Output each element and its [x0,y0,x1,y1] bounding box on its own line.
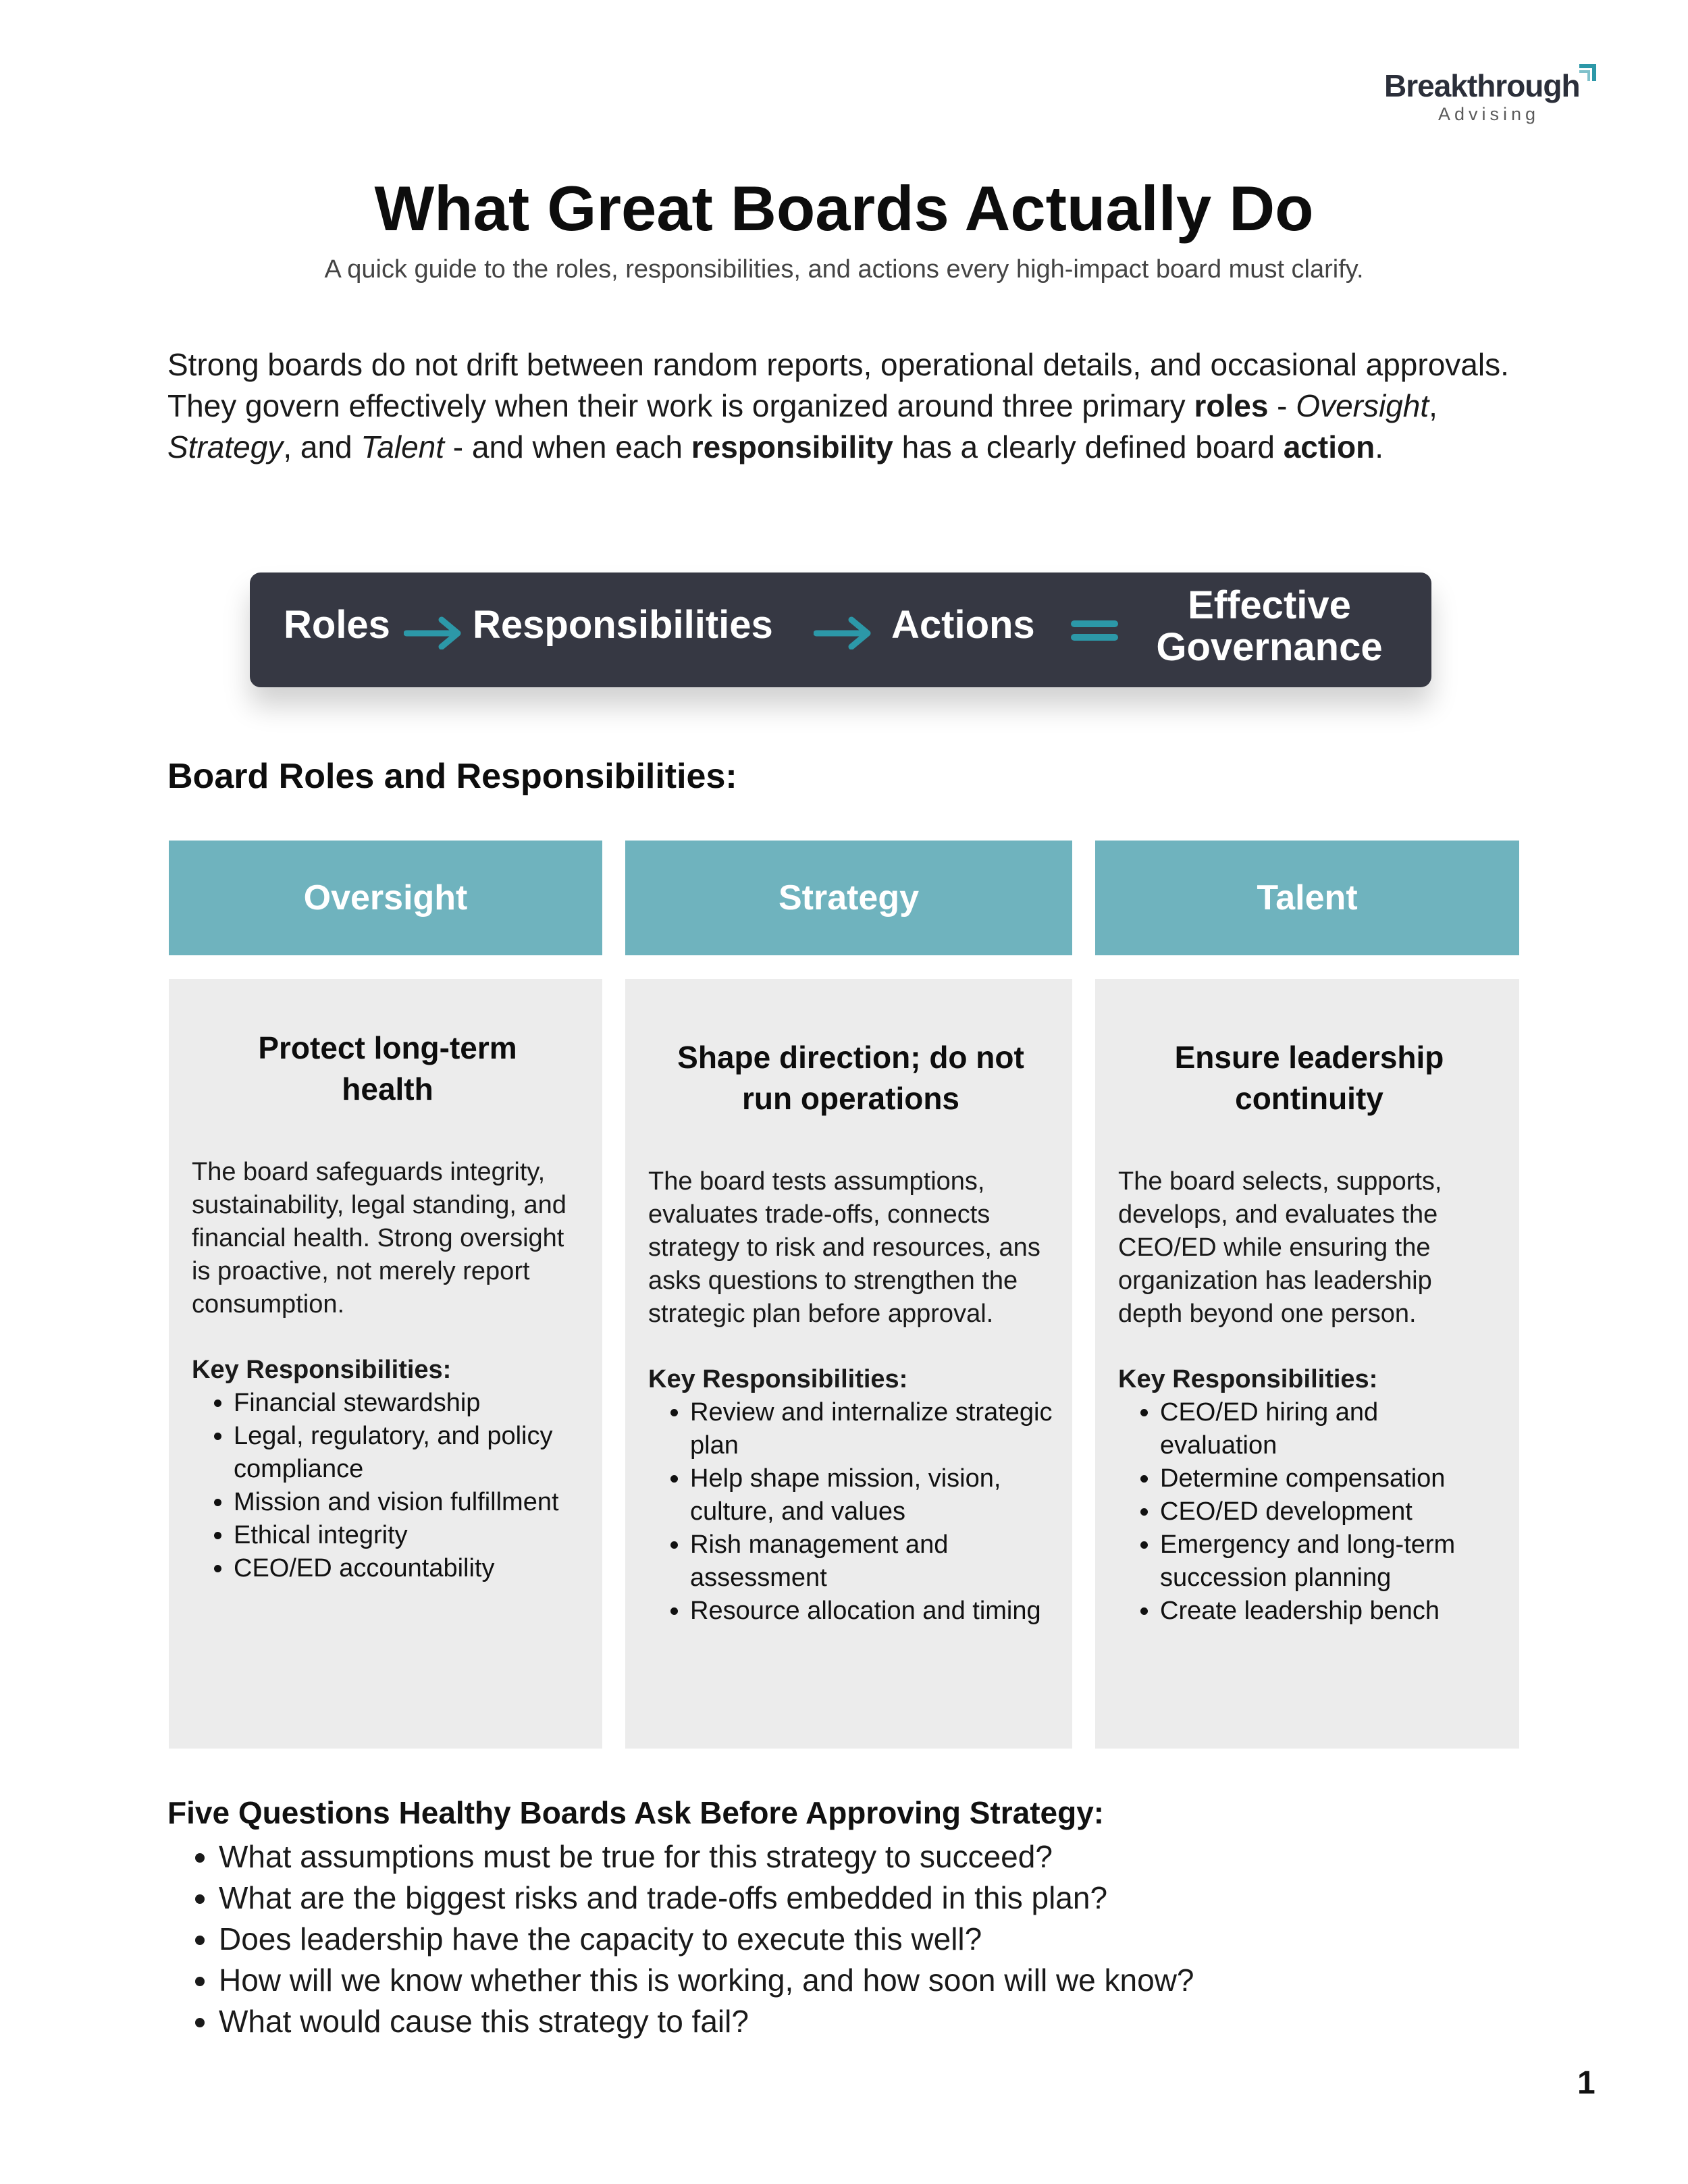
list-item: • Resource allocation and timing [690,1595,1053,1628]
questions-list [167,1836,1194,2042]
list-item: • Financial stewardship [234,1387,583,1420]
list-item: • CEO/ED hiring and evaluation [1160,1396,1500,1462]
responsibilities-list [648,1396,1053,1628]
key-responsibilities-label: Key Responsibilities: [192,1356,452,1384]
column-heading: Ensure leadership continuity [1174,1040,1444,1116]
list-item: • CEO/ED accountability [234,1552,583,1585]
page-title: What Great Boards Actually Do [374,173,1314,244]
column-description: The board tests assumptions, evaluates trade-offs, connects strategy to risk and resources, ans asks questions to strengthen the strategic plan before approval. [648,1167,1040,1328]
list-item: • Legal, regulatory, and policy compliance [234,1420,583,1486]
key-responsibilities-label: Key Responsibilities: [1118,1365,1378,1393]
flow-governance: Governance [1156,625,1383,669]
list-item: • Determine compensation [1160,1462,1500,1495]
responsibilities-list [1118,1396,1500,1628]
flow-responsibilities: Responsibilities [473,603,773,647]
logo-arrow-icon [1577,61,1600,88]
flow-effective: Effective [1188,583,1351,627]
logo-subtitle: Advising [1438,104,1540,124]
questions-heading: Five Questions Healthy Boards Ask Before Approving Strategy: [167,1795,1105,1830]
flow-effective-governance [1128,585,1411,668]
intro-bold-action: action [1283,429,1375,464]
page-subtitle: A quick guide to the roles, responsibilities, and actions every high-impact board must clarify. [324,255,1364,284]
column-body-oversight [169,979,602,1749]
list-item: • CEO/ED development [1160,1495,1500,1528]
intro-italic-strategy: Strategy [167,429,284,464]
key-responsibilities-label: Key Responsibilities: [648,1365,908,1393]
governance-flow-banner [250,572,1431,687]
column-description: The board safeguards integrity, sustainability, legal standing, and financial health. Strong oversight is proactive, not merely report consumption. [192,1158,566,1319]
brand-logo [1384,61,1614,135]
list-item: • Create leadership bench [1160,1595,1500,1628]
column-heading: Protect long-term health [258,1030,517,1107]
list-item: • Help shape mission, vision, culture, and values [690,1462,1053,1528]
flow-actions: Actions [891,603,1035,647]
arrow-right-icon [814,614,874,649]
column-header-talent: Talent [1095,841,1519,955]
list-item: • Review and internalize strategic plan [690,1396,1053,1462]
column-header-strategy: Strategy [625,841,1072,955]
question-item: • Does leadership have the capacity to execute this well? [219,1919,1194,1960]
list-item: • Ethical integrity [234,1519,583,1552]
page-number: 1 [1577,2065,1595,2101]
column-header-oversight: Oversight [169,841,602,955]
column-body-strategy [625,979,1072,1749]
logo-wordmark: Breakthrough [1384,68,1580,103]
flow-roles: Roles [284,603,390,647]
equals-icon [1070,614,1119,647]
intro-italic-talent: Talent [361,429,445,464]
column-heading: Shape direction; do not run operations [677,1040,1024,1116]
question-item: • What assumptions must be true for this strategy to succeed? [219,1836,1194,1877]
question-item: • How will we know whether this is working, and how soon will we know? [219,1960,1194,2001]
responsibilities-list [192,1387,583,1585]
list-item: • Mission and vision fulfillment [234,1486,583,1519]
intro-italic-oversight: Oversight [1296,388,1429,423]
intro-bold-responsibility: responsibility [691,429,893,464]
intro-paragraph [167,344,1531,468]
intro-text: has a clearly defined board [893,429,1284,464]
column-body-talent [1095,979,1519,1749]
column-description: The board selects, supports, develops, and evaluates the CEO/ED while ensuring the organization has leadership depth beyond one person. [1118,1167,1442,1328]
list-item: • Rish management and assessment [690,1528,1053,1595]
intro-text: . [1375,429,1383,464]
arrow-right-icon [404,614,465,649]
question-item: • What are the biggest risks and trade-offs embedded in this plan? [219,1877,1194,1919]
intro-text: , [1429,388,1438,423]
section-heading: Board Roles and Responsibilities: [167,757,737,796]
intro-text: - and when each [444,429,691,464]
intro-text: Strong boards do not drift between random reports, operational details, and occasional approvals. They govern effectively when their work is organized around three primary [167,347,1509,423]
intro-text: , and [283,429,361,464]
question-item: • What would cause this strategy to fail? [219,2001,1194,2042]
intro-bold-roles: roles [1194,388,1269,423]
list-item: • Emergency and long-term succession planning [1160,1528,1500,1595]
intro-text: - [1268,388,1296,423]
